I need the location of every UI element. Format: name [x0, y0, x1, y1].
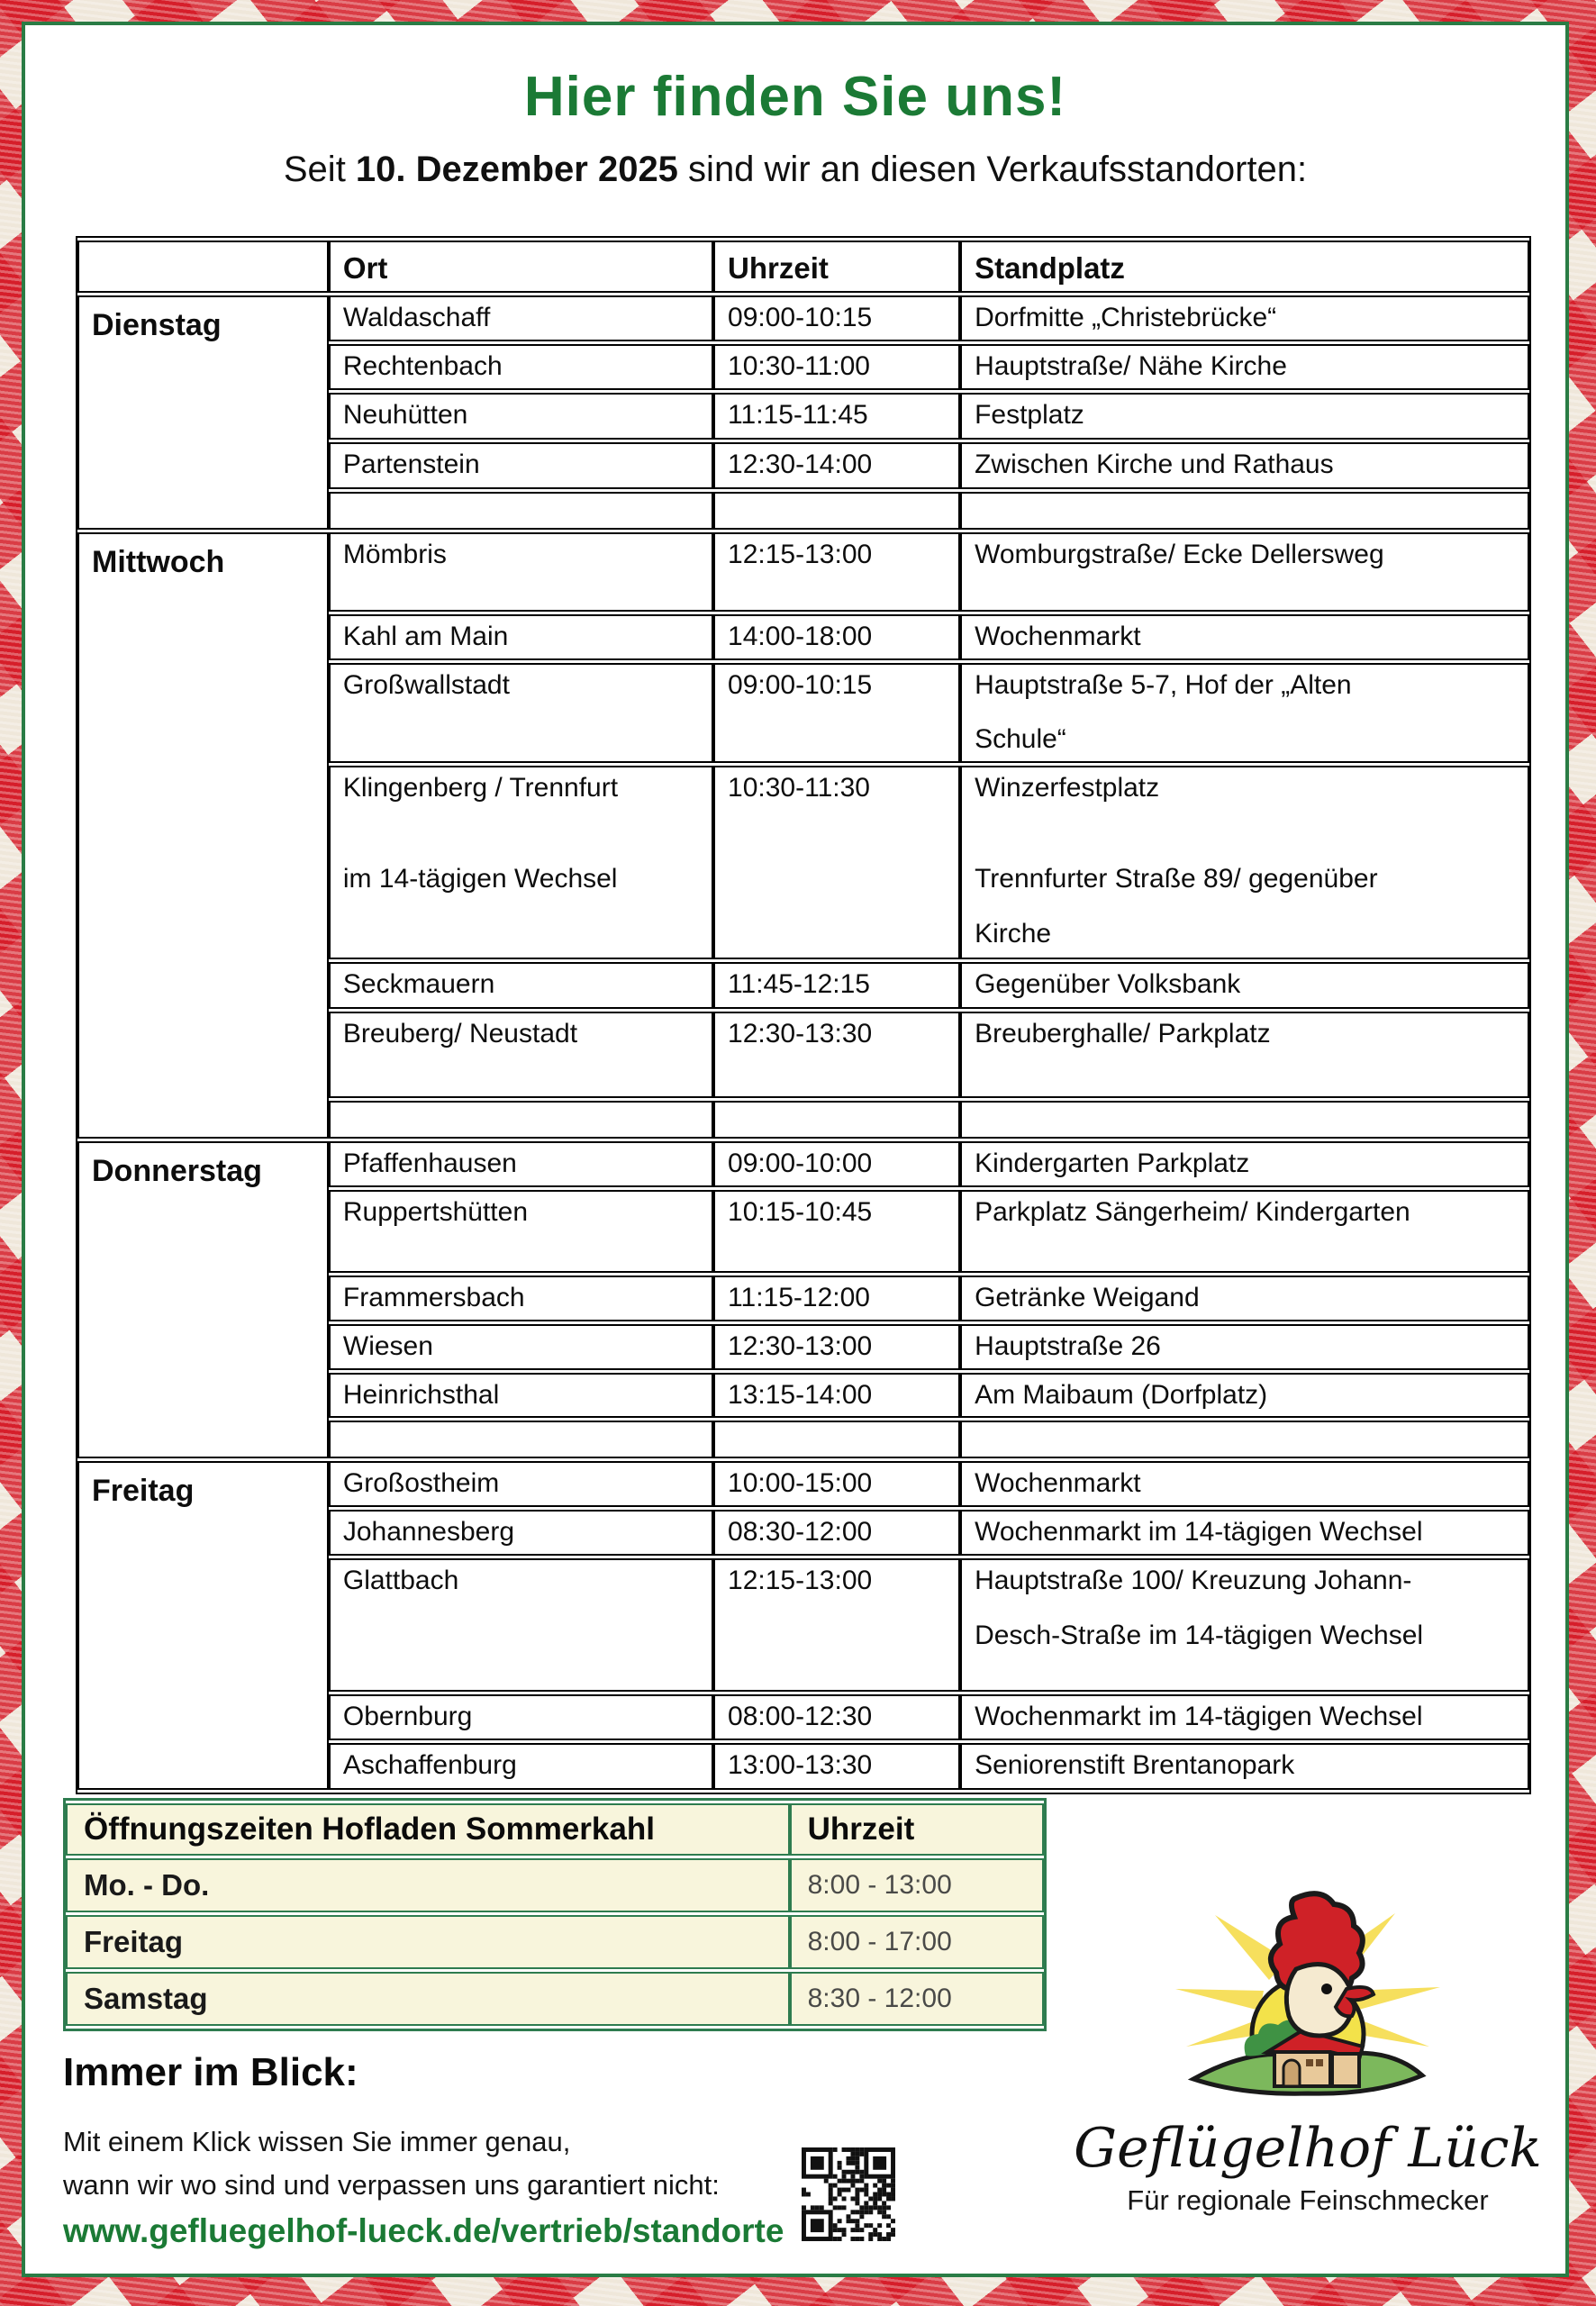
subtitle-date: 10. Dezember 2025: [355, 150, 678, 189]
standplatz-cell: Winzerfestplatz Trennfurter Straße 89/ gegenüber Kirche: [960, 766, 1529, 959]
website-url[interactable]: www.gefluegelhof-lueck.de/vertrieb/standorte: [63, 2212, 784, 2249]
uhrzeit-cell: 09:00-10:15: [713, 663, 960, 764]
day-cell: Donnerstag: [77, 1141, 329, 1458]
opening-hours-table: [63, 1798, 1047, 2031]
standplatz-cell: Breuberghalle/ Parkplatz: [960, 1012, 1529, 1098]
sales-schedule-table: [76, 236, 1531, 1794]
footer-text: [63, 2120, 720, 2207]
standplatz-cell: Hauptstraße/ Nähe Kirche: [960, 344, 1529, 390]
ort-cell: Ruppertshütten: [329, 1190, 713, 1273]
standplatz-cell: Zwischen Kirche und Rathaus: [960, 442, 1529, 489]
uhrzeit-cell: 13:00-13:30: [713, 1743, 960, 1790]
standplatz-cell: [960, 492, 1529, 530]
qr-code-icon: [802, 2147, 895, 2241]
ort-cell: Klingenberg / Trennfurt im 14-tägigen Wechsel: [329, 766, 713, 959]
uhrzeit-cell: [713, 1101, 960, 1139]
hours-title-cell: Öffnungszeiten Hofladen Sommerkahl: [66, 1803, 790, 1856]
subtitle-prefix: Seit: [283, 150, 356, 189]
uhrzeit-cell: 11:15-12:00: [713, 1276, 960, 1321]
ort-cell: Frammersbach: [329, 1276, 713, 1321]
day-header-cell: [77, 241, 329, 293]
hours-day-cell: Samstag: [66, 1972, 790, 2026]
content-panel: [22, 22, 1569, 2277]
ort-cell: Waldaschaff: [329, 295, 713, 341]
standplatz-cell: Seniorenstift Brentanopark: [960, 1743, 1529, 1790]
ort-cell: Seckmauern: [329, 962, 713, 1009]
day-cell: Dienstag: [77, 295, 329, 530]
ort-cell: Mömbris: [329, 532, 713, 612]
uhrzeit-cell: 11:15-11:45: [713, 393, 960, 440]
footer-line-1: Mit einem Klick wissen Sie immer genau,: [63, 2126, 571, 2157]
uhrzeit-cell: 09:00-10:00: [713, 1141, 960, 1187]
hours-row: [66, 1858, 1044, 1912]
standplatz-cell: Festplatz: [960, 393, 1529, 440]
hours-row: [66, 1915, 1044, 1969]
uhrzeit-cell: 14:00-18:00: [713, 614, 960, 660]
uhrzeit-cell: [713, 492, 960, 530]
uhrzeit-cell: 10:30-11:30: [713, 766, 960, 959]
uhrzeit-cell: 10:30-11:00: [713, 344, 960, 390]
standplatz-cell: Parkplatz Sängerheim/ Kindergarten: [960, 1190, 1529, 1273]
uhrzeit-cell: 08:00-12:30: [713, 1694, 960, 1740]
standplatz-cell: Getränke Weigand: [960, 1276, 1529, 1321]
uhrzeit-cell: 11:45-12:15: [713, 962, 960, 1009]
company-tagline: Für regionale Feinschmecker: [1127, 2184, 1489, 2216]
page-title: Hier finden Sie uns!: [523, 66, 1067, 128]
standplatz-cell: Dorfmitte „Christebrücke“: [960, 295, 1529, 341]
uhrzeit-cell: [713, 1421, 960, 1458]
ort-cell: Breuberg/ Neustadt: [329, 1012, 713, 1098]
ort-cell: Wiesen: [329, 1324, 713, 1370]
uhrzeit-cell: 10:00-15:00: [713, 1461, 960, 1507]
uhrzeit-cell: 08:30-12:00: [713, 1510, 960, 1556]
standplatz-cell: Am Maibaum (Dorfplatz): [960, 1373, 1529, 1419]
ort-cell: Heinrichsthal: [329, 1373, 713, 1419]
uhrzeit-cell: 12:30-13:30: [713, 1012, 960, 1098]
rooster-sun-farm-icon: [1159, 1883, 1456, 2119]
standplatz-cell: Kindergarten Parkplatz: [960, 1141, 1529, 1187]
hours-day-cell: Freitag: [66, 1915, 790, 1969]
ort-cell: Obernburg: [329, 1694, 713, 1740]
schedule-row: [77, 1141, 1529, 1187]
ort-cell: Rechtenbach: [329, 344, 713, 390]
col-header-ort: Ort: [329, 241, 713, 293]
ort-cell: Großwallstadt: [329, 663, 713, 764]
uhrzeit-cell: 09:00-10:15: [713, 295, 960, 341]
standplatz-cell: Wochenmarkt: [960, 1461, 1529, 1507]
schedule-header-row: [77, 241, 1529, 293]
standplatz-cell: Gegenüber Volksbank: [960, 962, 1529, 1009]
company-logo: [1061, 1883, 1555, 2270]
ort-cell: Kahl am Main: [329, 614, 713, 660]
standplatz-cell: Womburgstraße/ Ecke Dellersweg: [960, 532, 1529, 612]
hours-day-cell: Mo. - Do.: [66, 1858, 790, 1912]
ort-cell: Pfaffenhausen: [329, 1141, 713, 1187]
uhrzeit-cell: 12:30-14:00: [713, 442, 960, 489]
standplatz-cell: [960, 1421, 1529, 1458]
hours-row: [66, 1972, 1044, 2026]
ort-cell: Johannesberg: [329, 1510, 713, 1556]
company-name: Geflügelhof Lück: [1074, 2117, 1542, 2180]
uhrzeit-cell: 13:15-14:00: [713, 1373, 960, 1419]
hours-time-cell: 8:00 - 13:00: [790, 1858, 1044, 1912]
standplatz-cell: Wochenmarkt: [960, 614, 1529, 660]
uhrzeit-cell: 12:30-13:00: [713, 1324, 960, 1370]
standplatz-cell: Wochenmarkt im 14-tägigen Wechsel: [960, 1694, 1529, 1740]
standplatz-cell: [960, 1101, 1529, 1139]
subtitle: [25, 150, 1565, 190]
day-cell: Mittwoch: [77, 532, 329, 1139]
standplatz-cell: Hauptstraße 100/ Kreuzung Johann- Desch-Straße im 14-tägigen Wechsel: [960, 1558, 1529, 1692]
hours-time-cell: 8:00 - 17:00: [790, 1915, 1044, 1969]
col-header-uhrzeit: Uhrzeit: [713, 241, 960, 293]
ort-cell: [329, 492, 713, 530]
ort-cell: [329, 1421, 713, 1458]
standplatz-cell: Wochenmarkt im 14-tägigen Wechsel: [960, 1510, 1529, 1556]
uhrzeit-cell: 10:15-10:45: [713, 1190, 960, 1273]
ort-cell: Partenstein: [329, 442, 713, 489]
schedule-row: [77, 295, 1529, 341]
hours-header-row: [66, 1803, 1044, 1856]
schedule-row: [77, 1461, 1529, 1507]
uhrzeit-cell: 12:15-13:00: [713, 532, 960, 612]
col-header-standplatz: Standplatz: [960, 241, 1529, 293]
ort-cell: Glattbach: [329, 1558, 713, 1692]
schedule-row: [77, 532, 1529, 612]
standplatz-cell: Hauptstraße 5-7, Hof der „Alten Schule“: [960, 663, 1529, 764]
day-cell: Freitag: [77, 1461, 329, 1789]
subtitle-suffix: sind wir an diesen Verkaufsstandorten:: [677, 150, 1308, 189]
footer-heading: Immer im Blick:: [63, 2050, 358, 2094]
ort-cell: Aschaffenburg: [329, 1743, 713, 1790]
standplatz-cell: Hauptstraße 26: [960, 1324, 1529, 1370]
ort-cell: Großostheim: [329, 1461, 713, 1507]
hours-time-cell: 8:30 - 12:00: [790, 1972, 1044, 2026]
footer-line-2: wann wir wo sind und verpassen uns garantiert nicht:: [63, 2169, 720, 2202]
ort-cell: [329, 1101, 713, 1139]
hours-time-header-cell: Uhrzeit: [790, 1803, 1044, 1856]
uhrzeit-cell: 12:15-13:00: [713, 1558, 960, 1692]
ort-cell: Neuhütten: [329, 393, 713, 440]
